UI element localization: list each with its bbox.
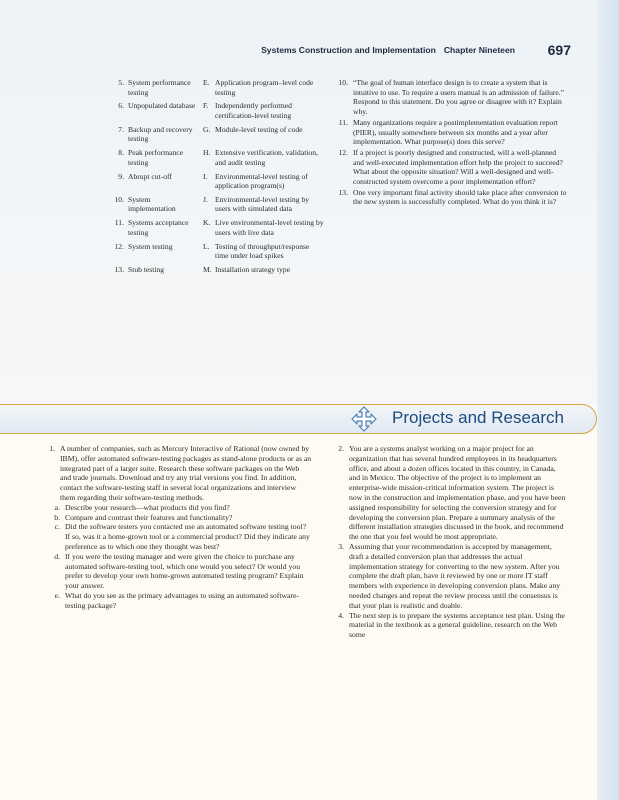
project-item xyxy=(42,444,312,503)
matching-term xyxy=(104,78,203,97)
subitem-text: If you were the testing manager and were given the choice to purchase any automated software-testing tool, which one would you select? Or would you prefer to develop your own home-grown automated testing program? Explain your answer. xyxy=(65,551,304,591)
term-number: 7. xyxy=(118,124,124,134)
definition-text: Independently performed certification-level testing xyxy=(215,101,292,120)
matching-row xyxy=(104,148,324,167)
matching-definition xyxy=(203,125,324,144)
definition-text: Extensive verification, validation, and audit testing xyxy=(215,148,318,167)
term-text: Unpopulated database xyxy=(128,101,196,111)
question-text: Many organizations require a postimplementation evaluation report (PIER), usually somewhere between six months and a year after implementation. What purpose(s) does this serve? xyxy=(353,117,558,147)
term-number: 5. xyxy=(118,78,124,87)
projects-left-column xyxy=(42,444,312,611)
project-number: 3. xyxy=(338,541,344,551)
project-subitem xyxy=(42,591,312,611)
term-number: 13. xyxy=(114,265,124,274)
running-header xyxy=(0,42,575,62)
matching-term xyxy=(104,148,203,167)
term-text: Peak performance testing xyxy=(128,148,184,167)
term-number: 12. xyxy=(114,241,124,251)
matching-term xyxy=(104,125,203,144)
subitem-letter: d. xyxy=(54,551,60,561)
definition-letter: F. xyxy=(203,101,209,111)
definition-letter: L. xyxy=(203,241,210,251)
matching-term xyxy=(104,218,203,237)
definition-letter: I. xyxy=(203,171,208,181)
term-text: Backup and recovery testing xyxy=(128,124,193,144)
subitem-letter: e. xyxy=(54,590,60,600)
question-item xyxy=(330,78,568,117)
matching-definition xyxy=(203,195,324,214)
project-text: Assuming that your recommendation is accepted by management, draft a detailed conversion plan that addresses the actual implementation strategy for converting to the new system. After you complete the draft plan, have it reviewed by one or more IT staff members with experience in developing conversion plans. Make any needed changes and repeat the review process until the consensus is that your plan is realistic and doable. xyxy=(349,541,561,610)
definition-letter: G. xyxy=(203,124,211,134)
question-item xyxy=(330,148,568,187)
matching-row xyxy=(104,195,324,214)
definition-text: Application program–level code testing xyxy=(215,78,314,97)
chapter-label: Chapter Nineteen xyxy=(443,45,515,55)
question-number: 12. xyxy=(338,147,348,157)
project-number: 2. xyxy=(338,444,344,453)
book-section-title: Systems Construction and Implementation xyxy=(261,45,436,55)
question-number: 10. xyxy=(338,78,348,87)
project-number: 4. xyxy=(338,610,344,620)
matching-term xyxy=(104,242,203,261)
term-number: 10. xyxy=(114,194,124,204)
term-text: Systems acceptance testing xyxy=(128,218,189,237)
definition-text: Environmental-level testing by users with simulated data xyxy=(215,194,310,214)
definition-text: Live environmental-level testing by users with live data xyxy=(215,218,324,237)
subitem-letter: b. xyxy=(54,512,60,522)
term-number: 8. xyxy=(118,148,124,158)
matching-exercise xyxy=(104,78,324,279)
project-text: A number of companies, such as Mercury Interactive of Rational (now owned by IBM), offer automated software-testing packages as stand-alone products or as an integrated part of a larger suite. Research these software packages on the Web and trade journals. Download and try any trial versions you find. In addition, contact the software-testing staff in several local organizations and interview them regarding their software-testing methods. xyxy=(60,444,312,502)
matching-definition xyxy=(203,242,324,261)
matching-term xyxy=(104,265,203,275)
project-item xyxy=(330,444,568,542)
definition-letter: K. xyxy=(203,218,211,228)
matching-term xyxy=(104,195,203,214)
definition-letter: E. xyxy=(203,78,210,87)
definition-text: Installation strategy type xyxy=(215,265,291,274)
matching-row xyxy=(104,101,324,120)
definition-letter: H. xyxy=(203,148,211,158)
subitem-text: Compare and contrast their features and functionality? xyxy=(65,512,233,522)
discussion-questions xyxy=(330,78,568,208)
running-title xyxy=(261,45,515,55)
matching-term xyxy=(104,172,203,191)
subitem-letter: c. xyxy=(54,522,60,532)
term-number: 6. xyxy=(118,101,124,111)
question-text: “The goal of human interface design is to create a system that is intuitive to use. To require a users manual is an admission of failure.” Respond to this statement. Do you agree or disagree with it? Explain why. xyxy=(353,78,565,117)
page-edge-strip xyxy=(597,0,619,800)
project-subitem xyxy=(42,513,312,523)
definition-text: Testing of throughput/response time under load spikes xyxy=(215,241,310,261)
question-number: 11. xyxy=(338,117,348,127)
term-text: System performance testing xyxy=(128,78,191,97)
question-item xyxy=(330,118,568,147)
definition-text: Environmental-level testing of application program(s) xyxy=(215,171,308,191)
matching-definition xyxy=(203,265,324,275)
project-text: You are a systems analyst working on a major project for an organization that has several hundred employees in its headquarters office, and about a dozen offices located in this country, in Canada, and in Mexico. The objective of the project is to implement an enterprise-wide mission-critical information system. The project is now in the construction and implementation phase, and you have been assigned responsibility for selecting the conversion strategy and for developing the conversion plan. Prepare a summary analysis of the different installation strategies discussed in the book, and recommend the one that you feel would be most appropriate. xyxy=(349,444,566,542)
term-number: 9. xyxy=(118,171,124,181)
project-number: 1. xyxy=(49,444,55,453)
definition-letter: M. xyxy=(203,265,212,274)
subitem-text: Describe your research—what products did you find? xyxy=(65,502,230,512)
matching-definition xyxy=(203,148,324,167)
section-title: Projects and Research xyxy=(392,408,564,427)
matching-row xyxy=(104,218,324,237)
four-arrows-icon xyxy=(347,406,381,432)
matching-row xyxy=(104,78,324,97)
question-text: One very important final activity should take place after conversion to the new system is successfully completed. What do you think it is? xyxy=(353,187,567,207)
matching-row xyxy=(104,172,324,191)
matching-definition xyxy=(203,172,324,191)
subitem-text: What do you see as the primary advantages to using an automated software-testing package? xyxy=(65,590,299,610)
project-subitem xyxy=(42,503,312,513)
projects-right-column xyxy=(330,444,568,640)
matching-definition xyxy=(203,78,324,97)
project-item xyxy=(330,611,568,640)
matching-row xyxy=(104,265,324,275)
matching-term xyxy=(104,101,203,120)
term-text: Abrupt cut-off xyxy=(128,171,172,181)
definition-text: Module-level testing of code xyxy=(215,124,303,134)
project-subitem xyxy=(42,552,312,591)
definition-letter: J. xyxy=(203,194,208,204)
project-item xyxy=(330,542,568,611)
section-banner xyxy=(0,404,597,434)
subitem-letter: a. xyxy=(54,502,60,512)
question-item xyxy=(330,188,568,207)
matching-definition xyxy=(203,101,324,120)
term-text: Stub testing xyxy=(128,265,165,274)
term-number: 11. xyxy=(114,218,124,228)
term-text: System implementation xyxy=(128,194,176,214)
term-text: System testing xyxy=(128,241,173,251)
matching-definition xyxy=(203,218,324,237)
page-number: 697 xyxy=(547,42,571,58)
question-number: 13. xyxy=(338,187,348,197)
question-text: If a project is poorly designed and constructed, will a well-planned and well-executed implementation effort help the project to succeed? What about the opposite situation? Will a well-designed and well-constructed system overcome a poor implementation effort? xyxy=(353,147,563,187)
project-subitem xyxy=(42,522,312,551)
matching-row xyxy=(104,125,324,144)
subitem-text: Did the software testers you contacted use an automated software testing tool? If so, was it a home-grown tool or a commercial product? Did they indicate any preference as to which one they thought was best? xyxy=(65,522,310,551)
matching-row xyxy=(104,242,324,261)
project-text: The next step is to prepare the systems acceptance test plan. Using the material in the textbook as a general guideline, research on the Web some xyxy=(349,610,565,640)
